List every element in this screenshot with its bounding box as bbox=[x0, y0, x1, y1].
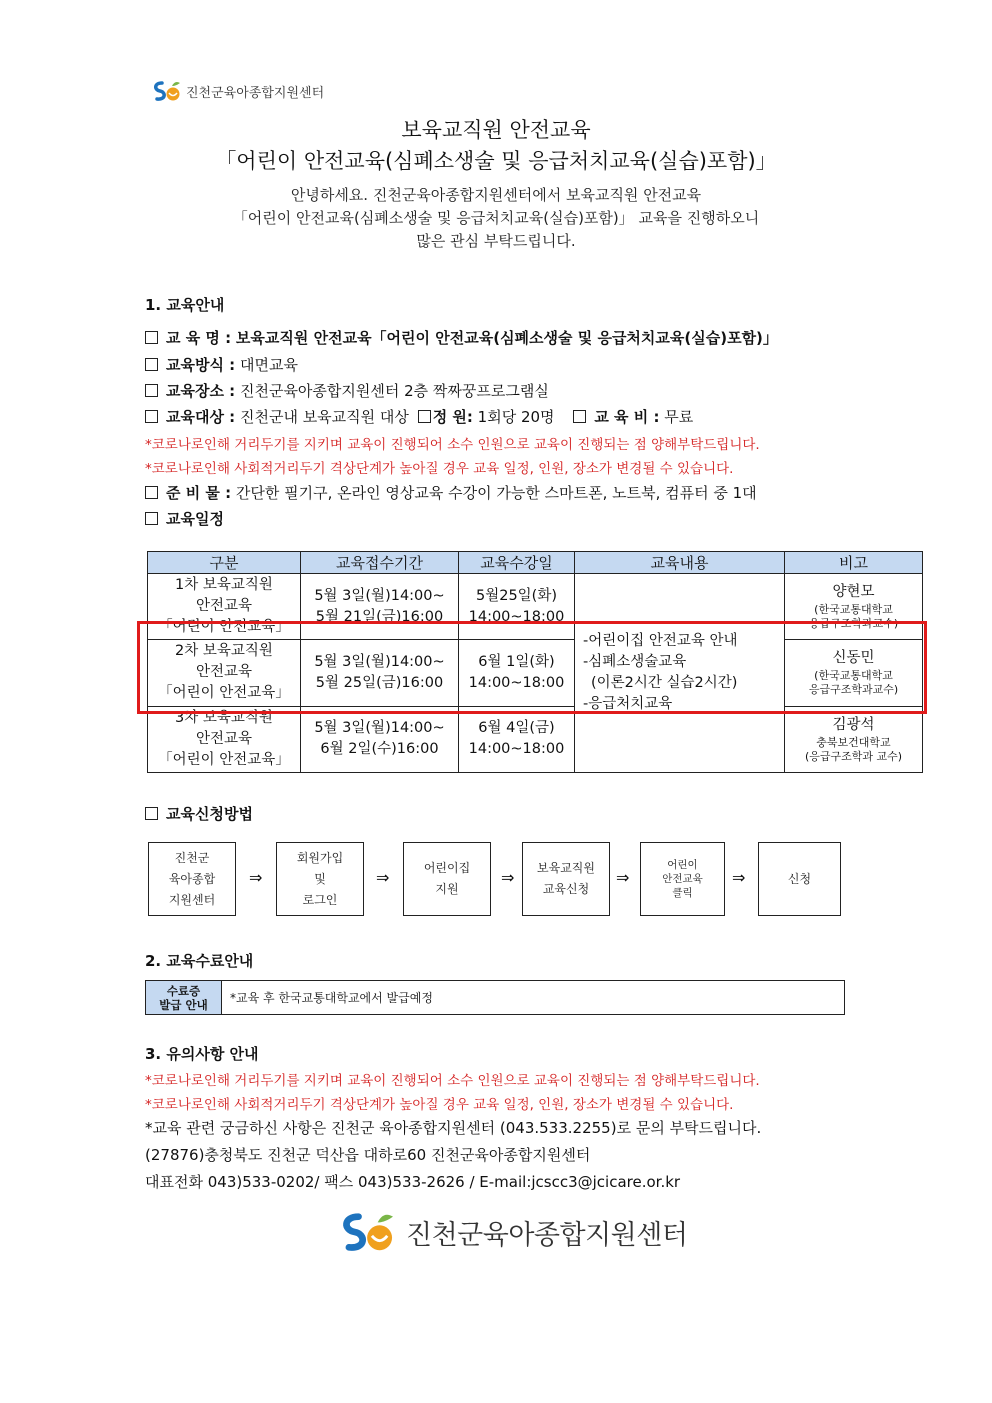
table-header-row bbox=[148, 552, 923, 574]
certificate-label: 수료증 발급 안내 bbox=[146, 981, 222, 1014]
schedule-label: 교육일정 bbox=[166, 510, 224, 528]
cell-division: 1차 보육교직원 안전교육 「어린이 안전교육」 bbox=[148, 574, 301, 640]
header-logo bbox=[152, 78, 324, 104]
notice-change: *코로나로인해 사회적거리두기 격상단계가 높아질 경우 교육 일정, 인원, 장소가 변경될 수 있습니다. bbox=[145, 461, 734, 477]
fee-value: 무료 bbox=[664, 408, 694, 426]
checkbox-icon bbox=[145, 331, 158, 344]
section3-heading: 3. 유의사항 안내 bbox=[145, 1045, 259, 1063]
edu-place-line bbox=[145, 380, 549, 401]
header-logo-text: 진천군육아종합지원센터 bbox=[186, 85, 325, 101]
capacity-value: 1회당 20명 bbox=[477, 408, 555, 426]
edu-name-label: 교 육 명 : bbox=[166, 329, 232, 347]
header-division: 구분 bbox=[148, 552, 301, 574]
flow-step-apply-edu: 보육교직원 교육신청 bbox=[522, 842, 610, 916]
fee-label: 교 육 비 : bbox=[594, 408, 660, 426]
table-row bbox=[148, 706, 923, 772]
contact-line: *교육 관련 궁금하신 사항은 진천군 육아종합지원센터 (043.533.2255)로 문의 부탁드립니다. bbox=[145, 1119, 762, 1137]
header-period: 교육접수기간 bbox=[301, 552, 459, 574]
notice-change-2: *코로나로인해 사회적거리두기 격상단계가 높아질 경우 교육 일정, 인원, 장소가 변경될 수 있습니다. bbox=[145, 1097, 734, 1113]
capacity-label: 정 원: bbox=[432, 408, 473, 426]
cell-note: 신동민 (한국교통대학교 응급구조학과교수) bbox=[785, 640, 923, 706]
footer-logo bbox=[338, 1208, 687, 1256]
intro-line-2: 「어린이 안전교육(심폐소생술 및 응급처치교육(실습)포함)」 교육을 진행하오니 bbox=[232, 209, 760, 227]
cell-date: 6월 4일(금) 14:00~18:00 bbox=[459, 706, 575, 772]
prep-value: 간단한 필기구, 온라인 영상교육 수강이 가능한 스마트폰, 노트북, 컴퓨터 중 1대 bbox=[235, 484, 757, 502]
arrow-icon: ⇒ bbox=[249, 868, 263, 887]
edu-target-label: 교육대상 : bbox=[166, 408, 236, 426]
logo-mark-icon bbox=[338, 1209, 402, 1255]
arrow-icon: ⇒ bbox=[376, 868, 390, 887]
schedule-label-line bbox=[145, 508, 224, 529]
header-content: 교육내용 bbox=[575, 552, 785, 574]
document-subtitle: 「어린이 안전교육(심폐소생술 및 응급처치교육(실습)포함)」 bbox=[215, 149, 777, 173]
prep-line bbox=[145, 482, 757, 503]
cell-date: 6월 1일(화) 14:00~18:00 bbox=[459, 640, 575, 706]
footer-logo-text: 진천군육아종합지원센터 bbox=[406, 1219, 688, 1251]
edu-place-value: 진천군육아종합지원센터 2층 짝짜꿍프로그램실 bbox=[239, 382, 549, 400]
section1-heading: 1. 교육안내 bbox=[145, 296, 225, 314]
flow-step-click: 어린이 안전교육 클릭 bbox=[640, 842, 725, 916]
checkbox-icon bbox=[573, 410, 586, 423]
intro-line-3: 많은 관심 부탁드립니다. bbox=[416, 232, 576, 250]
edu-name-line bbox=[145, 327, 778, 348]
checkbox-icon bbox=[145, 807, 158, 820]
edu-target-line bbox=[145, 406, 693, 427]
section2-heading: 2. 교육수료안내 bbox=[145, 952, 254, 970]
intro-line-1: 안녕하세요. 진천군육아종합지원센터에서 보육교직원 안전교육 bbox=[290, 186, 702, 204]
cell-period: 5월 3일(월)14:00~ 5월 25일(금)16:00 bbox=[301, 640, 459, 706]
document-title: 보육교직원 안전교육 bbox=[401, 118, 591, 142]
highlight-frame bbox=[137, 621, 927, 714]
cell-division: 2차 보육교직원 안전교육 「어린이 안전교육」 bbox=[148, 640, 301, 706]
edu-name-value: 보육교직원 안전교육「어린이 안전교육(심폐소생술 및 응급처치교육(실습)포함)」 bbox=[235, 329, 778, 347]
edu-place-label: 교육장소 : bbox=[166, 382, 236, 400]
arrow-icon: ⇒ bbox=[501, 868, 515, 887]
header-date: 교육수강일 bbox=[459, 552, 575, 574]
notice-distancing-2: *코로나로인해 거리두기를 지키며 교육이 진행되어 소수 인원으로 교육이 진행되는 점 양해부탁드립니다. bbox=[145, 1073, 760, 1089]
cell-period: 5월 3일(월)14:00~ 5월 21일(금)16:00 bbox=[301, 574, 459, 640]
phone-line: 대표전화 043)533-0202/ 팩스 043)533-2626 / E-mail:jcscc3@jcicare.or.kr bbox=[145, 1173, 681, 1191]
flow-step-center: 진천군 육아종합 지원센터 bbox=[148, 842, 236, 916]
flow-step-signup: 회원가입 및 로그인 bbox=[276, 842, 364, 916]
checkbox-icon bbox=[145, 512, 158, 525]
certificate-value: *교육 후 한국교통대학교에서 발급예정 bbox=[230, 991, 433, 1005]
flow-step-submit: 신청 bbox=[758, 842, 841, 916]
cell-note: 김광석 충북보건대학교 (응급구조학과 교수) bbox=[785, 706, 923, 772]
edu-target-value: 진천군내 보육교직원 대상 bbox=[239, 408, 409, 426]
cell-division: 3차 보육교직원 안전교육 「어린이 안전교육」 bbox=[148, 706, 301, 772]
logo-mark-icon bbox=[152, 79, 184, 103]
cell-period: 5월 3일(월)14:00~ 6월 2일(수)16:00 bbox=[301, 706, 459, 772]
cell-date: 5월25일(화) 14:00~18:00 bbox=[459, 574, 575, 640]
header-note: 비고 bbox=[785, 552, 923, 574]
edu-method-label: 교육방식 : bbox=[166, 356, 236, 374]
cell-content: -어린이집 안전교육 안내 -심폐소생술교육 (이론2시간 실습2시간) -응급처치교육 bbox=[575, 574, 785, 773]
edu-method-line bbox=[145, 354, 298, 375]
cell-note: 양현모 (한국교통대학교 응급구조학과교수) bbox=[785, 574, 923, 640]
apply-heading: 교육신청방법 bbox=[166, 805, 253, 823]
checkbox-icon bbox=[145, 384, 158, 397]
address-line: (27876)충청북도 진천군 덕산읍 대하로60 진천군육아종합지원센터 bbox=[145, 1146, 591, 1164]
certificate-info-box bbox=[145, 980, 845, 1015]
arrow-icon: ⇒ bbox=[616, 868, 630, 887]
checkbox-icon bbox=[145, 358, 158, 371]
prep-label: 준 비 물 : bbox=[166, 484, 232, 502]
checkbox-icon bbox=[145, 410, 158, 423]
arrow-icon: ⇒ bbox=[732, 868, 746, 887]
checkbox-icon bbox=[145, 486, 158, 499]
checkbox-icon bbox=[418, 410, 431, 423]
apply-heading-line bbox=[145, 803, 253, 824]
notice-distancing: *코로나로인해 거리두기를 지키며 교육이 진행되어 소수 인원으로 교육이 진행되는 점 양해부탁드립니다. bbox=[145, 437, 760, 453]
flow-step-daycare: 어린이집 지원 bbox=[403, 842, 491, 916]
edu-method-value: 대면교육 bbox=[239, 356, 298, 374]
